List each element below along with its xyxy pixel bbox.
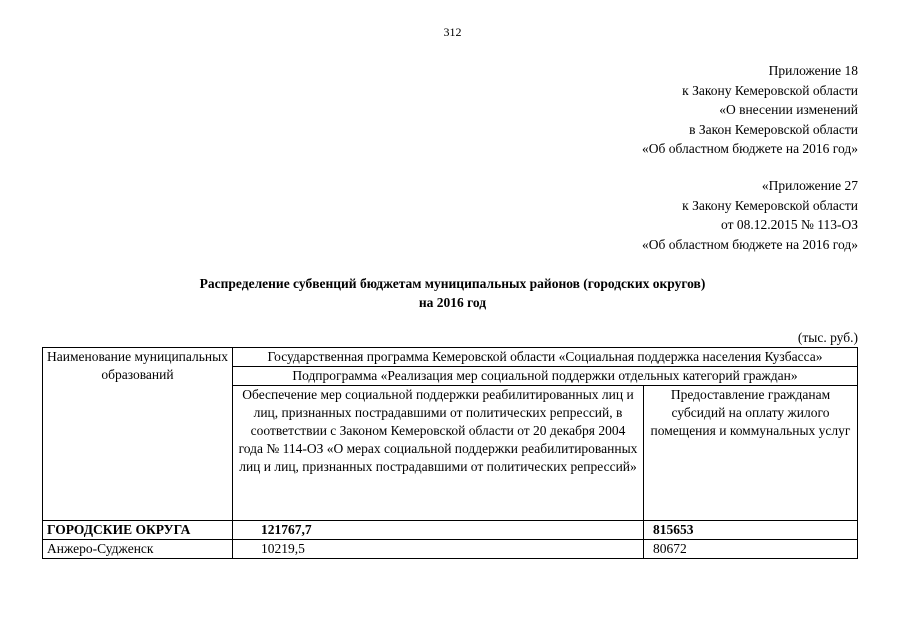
appendix-27-line: от 08.12.2015 № 113-ОЗ [721, 217, 858, 232]
housing-subsidy-header: Предоставление гражданам субсидий на оплату жилого помещения и коммунальных услуг [644, 386, 858, 521]
appendix-18-line: к Закону Кемеровской области [682, 82, 858, 98]
appendix-18-line: в Закон Кемеровской области [689, 121, 858, 137]
budget-table [42, 347, 858, 559]
municipality-name: ГОРОДСКИЕ ОКРУГА [43, 521, 233, 540]
rehabilitated-support-header: Обеспечение мер социальной поддержки реабилитированных лиц и лиц, признанных пострадавшими от политических репрессий, в соответствии с Законом Кемеровской области от 20 декабря 2004 года № 114-ОЗ «О мерах социальной поддержки реабилитированных лиц и лиц, признанных пострадавшими от политических репрессий» [233, 386, 644, 521]
rehabilitated-support-value: 121767,7 [233, 521, 644, 540]
appendix-18-line: Приложение 18 [768, 63, 858, 78]
municipality-name: Анжеро-Судженск [43, 540, 233, 559]
subprogram-header: Подпрограмма «Реализация мер социальной поддержки отдельных категорий граждан» [233, 367, 858, 386]
appendix-18-block [642, 61, 858, 159]
rehabilitated-support-value: 10219,5 [233, 540, 644, 559]
document-title [0, 274, 905, 312]
units-label: (тыс. руб.) [797, 330, 858, 345]
program-header: Государственная программа Кемеровской области «Социальная поддержка населения Кузбасса» [233, 348, 858, 367]
appendix-18-line: «О внесении изменений [719, 102, 858, 117]
title-line: Распределение субвенций бюджетам муниципальных районов (городских округов) [199, 276, 706, 291]
appendix-27-line: «Об областном бюджете на 2016 год» [642, 236, 858, 252]
housing-subsidy-value: 815653 [644, 521, 858, 540]
municipality-header: Наименование муниципальных образований [43, 348, 233, 521]
appendix-18-line: «Об областном бюджете на 2016 год» [642, 141, 858, 156]
page-number: 312 [443, 25, 462, 39]
housing-subsidy-value: 80672 [644, 540, 858, 559]
table-row [43, 521, 858, 540]
appendix-27-block [642, 176, 858, 254]
table-row [43, 540, 858, 559]
appendix-27-line: «Приложение 27 [761, 178, 858, 193]
title-line: на 2016 год [418, 295, 487, 310]
appendix-27-line: к Закону Кемеровской области [682, 197, 858, 213]
